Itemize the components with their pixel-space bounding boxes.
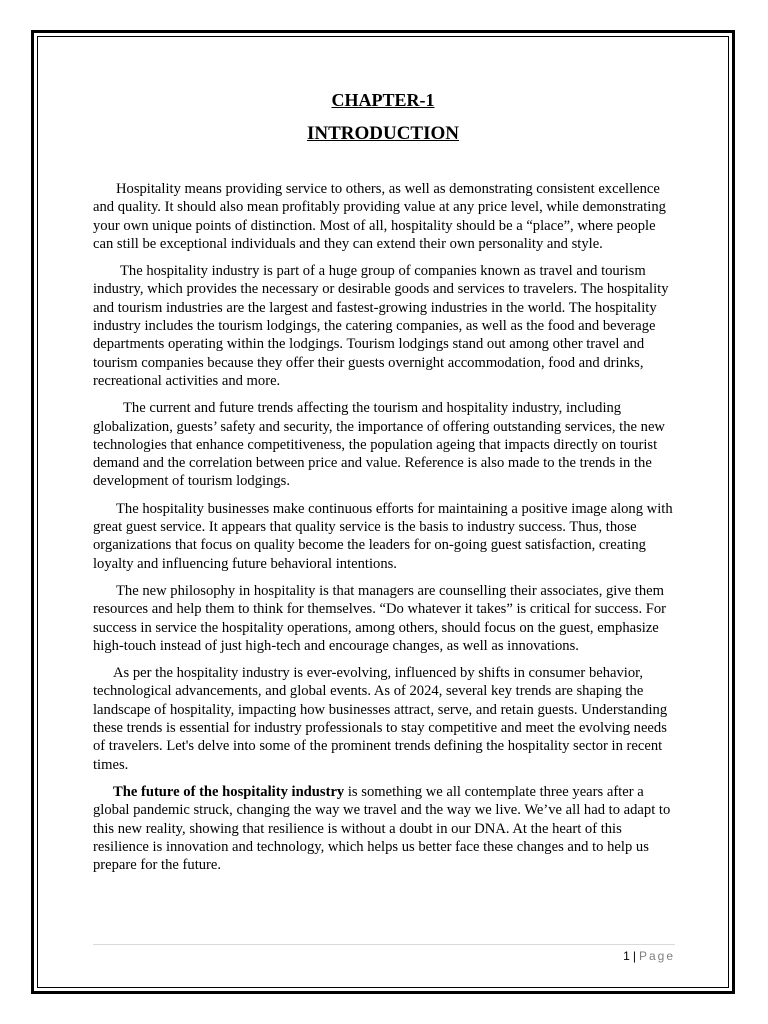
paragraph-future-of-industry <box>93 783 673 874</box>
page-word: Page <box>638 949 675 963</box>
page-footer <box>623 948 675 964</box>
chapter-title: INTRODUCTION <box>306 123 460 144</box>
page-content <box>93 88 673 883</box>
paragraph-lead-bold: The future of the hospitality industry <box>113 783 345 800</box>
paragraph-positive-image: The hospitality businesses make continuous efforts for maintaining a positive image along with great guest service. It appears that quality service is the basis to industry success. Thus, those organizations that focus on quality become the leaders for on-going guest satisfaction, creating loyalty and influencing future behavioral intentions. <box>93 500 673 572</box>
paragraph-future-text: is something we all contemplate three years after a global pandemic struck, changing the way we travel and the way we live. We’ve all had to adapt to this new reality, showing that resilience is without a doubt in our DNA. At the heart of this resilience is innovation and technology, which helps us better face these changes and to help us prepare for the future. <box>93 783 671 874</box>
body-text <box>93 180 673 874</box>
paragraph-current-trends: The current and future trends affecting the tourism and hospitality industry, including globalization, guests’ safety and security, the importance of offering outstanding services, the new technologies that enhance competitiveness, the population ageing that impacts directly on tourist demand and the correlation between price and value. Reference is also made to the trends in the development of tourism lodgings. <box>93 400 665 490</box>
footer-separator: | <box>632 949 636 963</box>
paragraph-new-philosophy: The new philosophy in hospitality is that managers are counselling their associates, give them resources and help them to think for themselves. “Do whatever it takes” is critical for success. For success in service the hospitality operations, among others, should focus on the guest, emphasize high-touch instead of just high-tech and encourage changes, as well as innovations. <box>93 582 667 654</box>
chapter-label: CHAPTER-1 <box>331 90 435 110</box>
paragraph-hospitality-definition: Hospitality means providing service to others, as well as demonstrating consistent excellence and quality. It should also mean profitably providing value at any price level, while demonstrating your own unique points of distinction. Most of all, hospitality should be a “place”, where people can still be exceptional individuals and they can extend their own personality and style. <box>93 181 666 252</box>
paragraph-hospitality-industry: The hospitality industry is part of a huge group of companies known as travel and tourism industry, which provides the necessary or desirable goods and services to travelers. The hospitality and tourism industries are the largest and fastest-growing industries in the world. The hospitality industry includes the tourism lodgings, the catering companies, as well as the food and beverage departments operating within the lodgings. Tourism lodgings stand out among other travel and tourism companies because they offer their guests overnight accommodation, food and drinks, recreational activities and more. <box>93 263 669 389</box>
paragraph-evolving-industry: As per the hospitality industry is ever-evolving, influenced by shifts in consumer behavior, technological advancements, and global events. As of 2024, several key trends are shaping the landscape of hospitality, impacting how businesses attract, serve, and retain guests. Understanding these trends is essential for industry professionals to stay competitive and meet the evolving needs of travelers. Let's delve into some of the prominent trends defining the hospitality sector in recent times. <box>93 665 668 773</box>
page-number: 1 <box>623 949 630 963</box>
footer-divider <box>93 944 675 945</box>
